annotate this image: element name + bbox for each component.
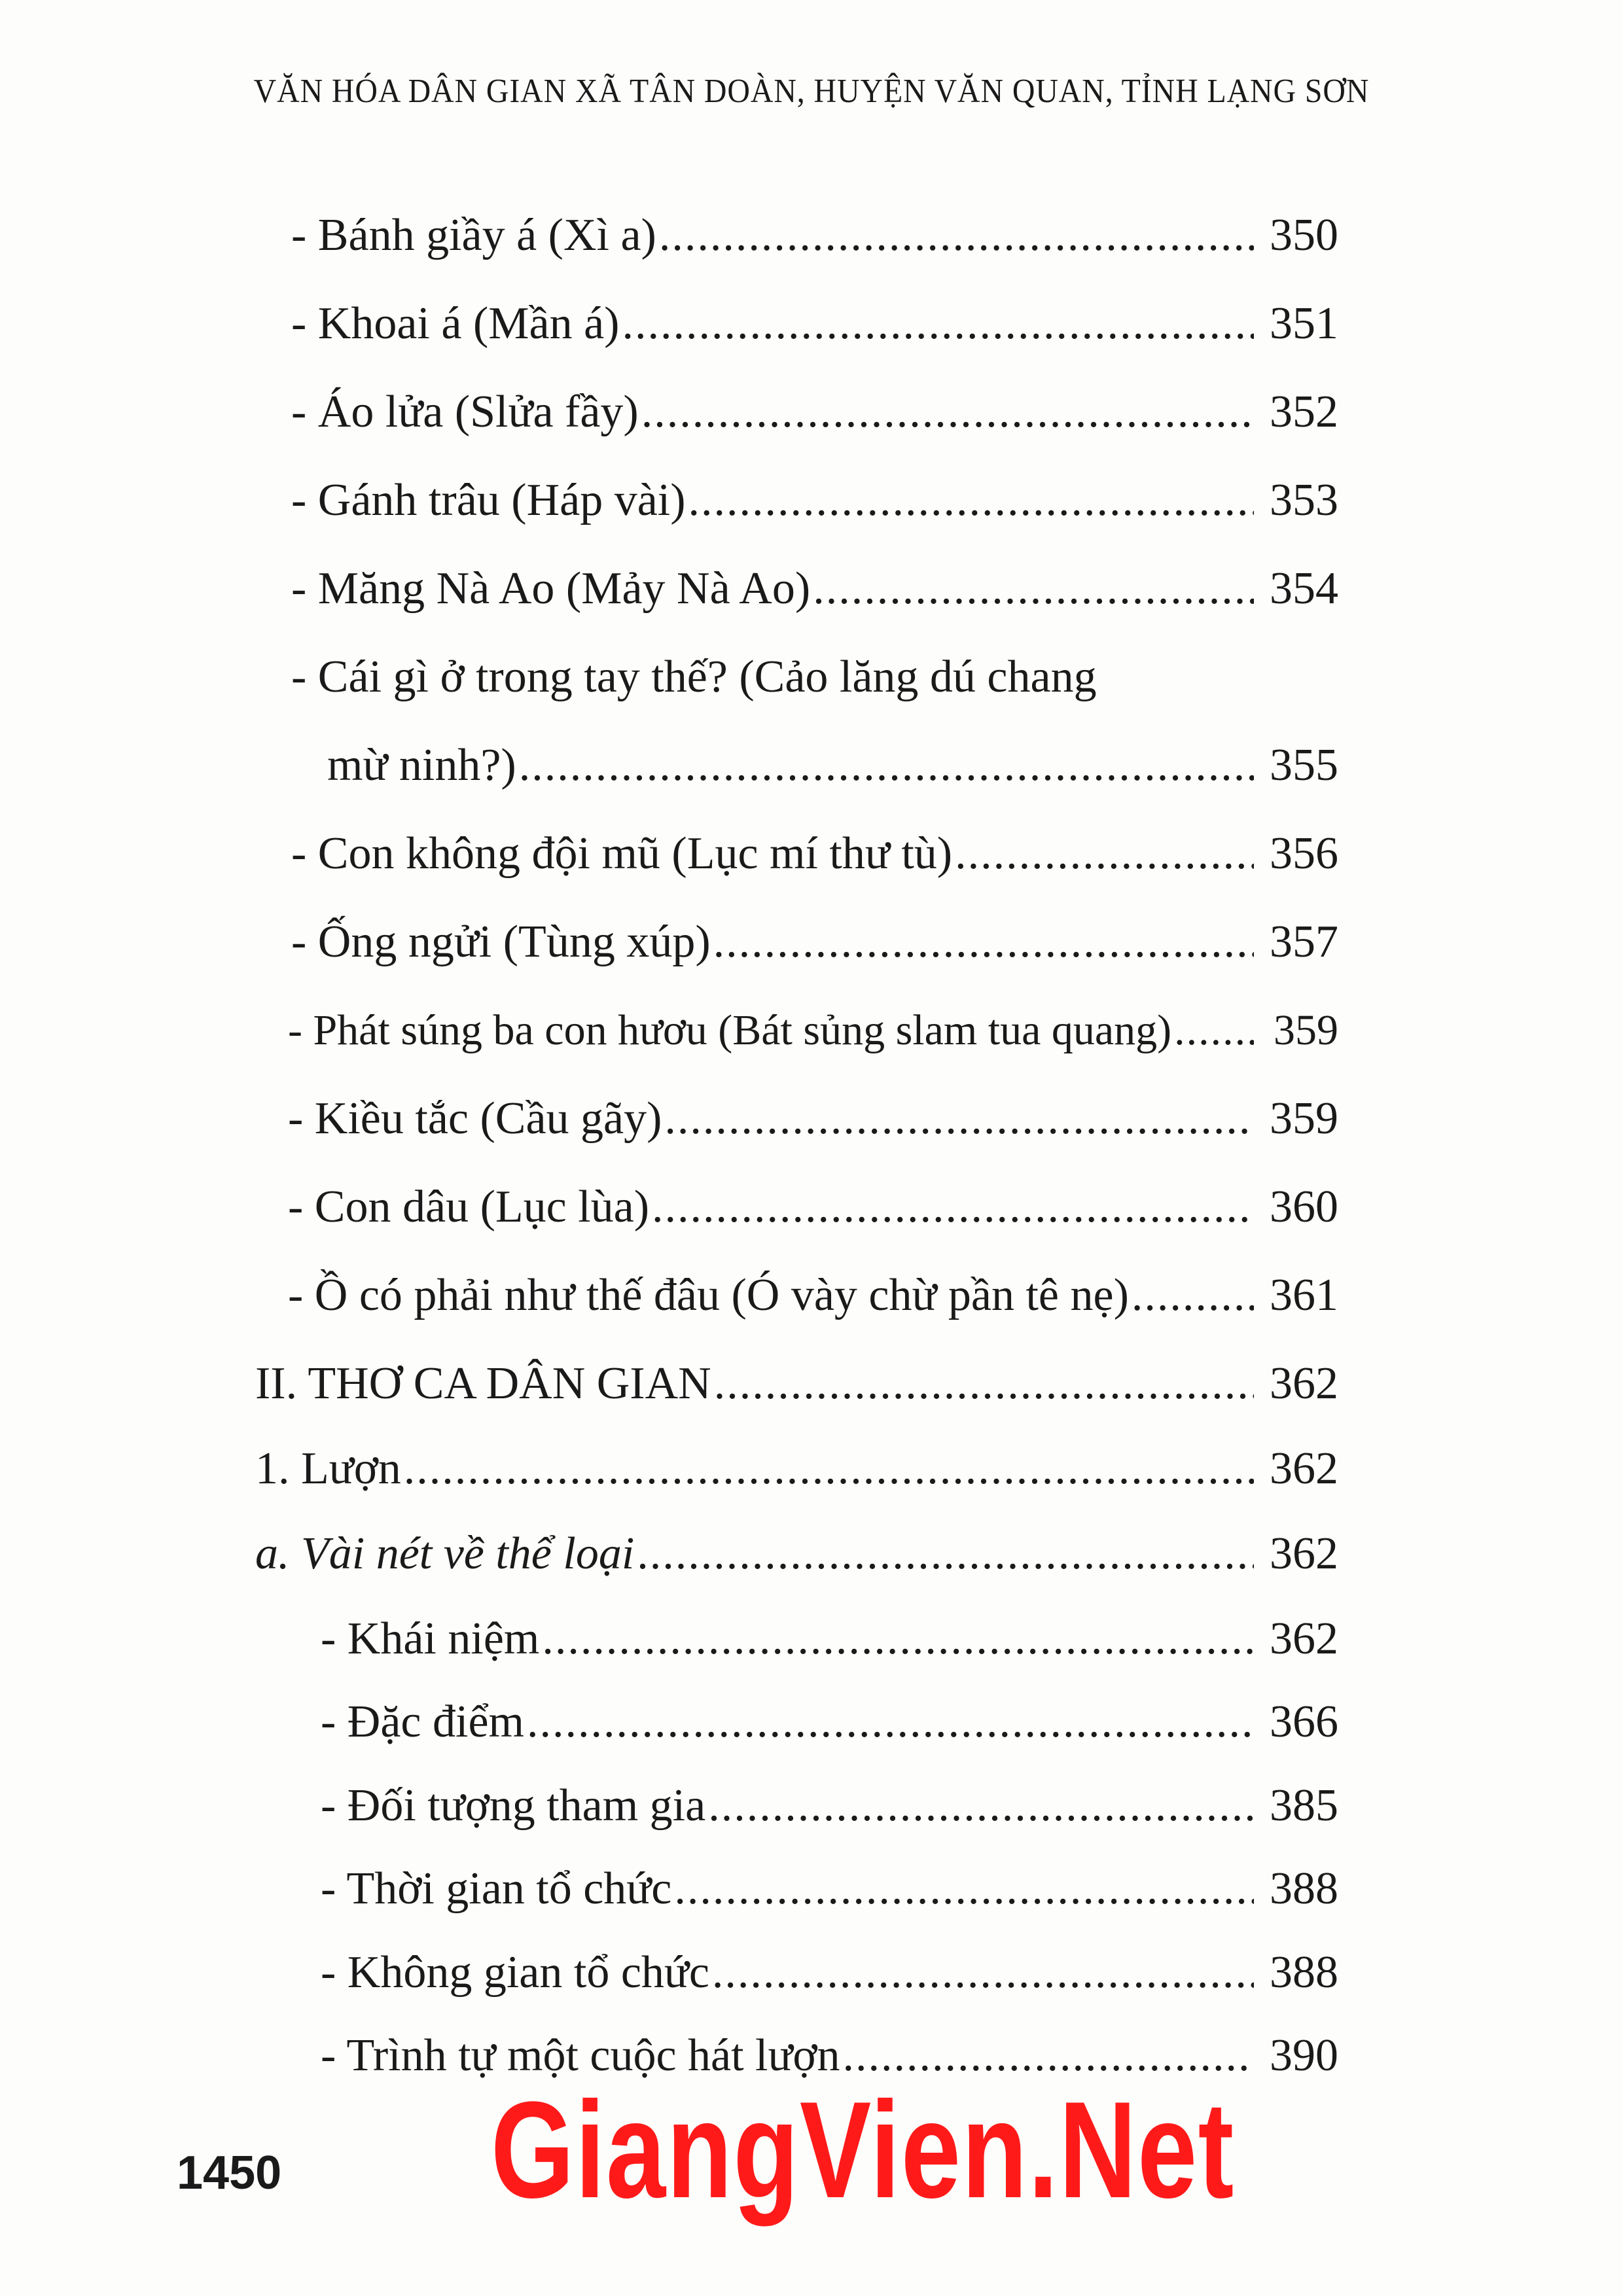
dot-leader [519, 739, 1254, 792]
toc-entry [321, 1696, 1338, 1748]
toc-entry-label: - Phát súng ba con hươu (Bát sủng slam tua quang) [288, 1006, 1172, 1054]
toc-entry-page: 388 [1270, 1863, 1338, 1914]
dot-leader [708, 1780, 1254, 1832]
toc-entry [291, 474, 1338, 527]
dot-leader [713, 916, 1254, 968]
toc-entry [327, 739, 1338, 792]
dot-leader [674, 1863, 1254, 1915]
watermark-logo: GiangVien.Net [491, 2073, 1235, 2227]
toc-entry [291, 916, 1338, 968]
toc-entry-page: 355 [1270, 740, 1338, 790]
dot-leader [404, 1443, 1254, 1495]
page-number: 1450 [177, 2147, 282, 2199]
toc-entry-label: - Kiều tắc (Cầu gãy) [288, 1093, 662, 1144]
toc-entry-label: - Con dâu (Lục lùa) [288, 1182, 650, 1232]
toc-entry-label: - Không gian tổ chức [321, 1947, 709, 1998]
toc-entry-label: - Áo lửa (Slửa fầy) [291, 387, 639, 437]
dot-leader [955, 828, 1254, 880]
dot-leader [652, 1181, 1254, 1233]
toc-entry [288, 1269, 1338, 1322]
toc-entry-label: - Măng Nà Ao (Mảy Nà Ao) [291, 563, 811, 614]
dot-leader [1174, 1004, 1254, 1057]
dot-leader [527, 1696, 1254, 1748]
running-header: VĂN HÓA DÂN GIAN XÃ TÂN DOÀN, HUYỆN VĂN QUAN, TỈNH LẠNG SƠN [253, 73, 1370, 110]
toc-entry [291, 651, 1338, 703]
toc-entry [288, 1181, 1338, 1233]
dot-leader [659, 209, 1254, 262]
toc-entry-page: 351 [1270, 298, 1338, 349]
dot-leader [641, 386, 1254, 438]
toc-entry-label: - Đặc điểm [321, 1697, 524, 1747]
toc-entry-label: - Con không đội mũ (Lục mí thư tù) [291, 828, 953, 879]
toc-entry [291, 209, 1338, 262]
toc-entry-label: - Đối tượng tham gia [321, 1780, 706, 1831]
toc-entry-label: - Thời gian tổ chức [321, 1863, 672, 1914]
toc-entry [255, 1443, 1338, 1495]
toc-entry-label: - Ồ có phải như thế đâu (Ó vày chừ pần tê nẹ) [288, 1270, 1129, 1320]
toc-entry-label: - Khái niệm [321, 1614, 540, 1664]
toc-subsection [255, 1528, 1338, 1580]
toc-entry [291, 386, 1338, 438]
toc-entry [321, 1780, 1338, 1832]
toc-entry-page: 357 [1270, 917, 1338, 967]
toc-entry-page: 353 [1270, 475, 1338, 525]
toc-entry-label: 1. Lượn [255, 1443, 401, 1494]
toc-entry [291, 828, 1338, 880]
toc-entry-label: II. THƠ CA DÂN GIAN [255, 1358, 711, 1409]
toc-entry-label: mừ ninh?) [327, 740, 516, 790]
toc-section-heading [255, 1358, 1338, 1410]
toc-entry [321, 1947, 1338, 1999]
toc-entry-page: 350 [1270, 210, 1338, 260]
toc-entry [291, 563, 1338, 615]
toc-entry-page: 360 [1270, 1182, 1338, 1232]
toc-entry-page: 361 [1270, 1270, 1338, 1320]
dot-leader [637, 1528, 1254, 1580]
dot-leader [813, 563, 1254, 615]
toc-entry-page: 362 [1270, 1358, 1338, 1409]
toc-entry-page: 385 [1270, 1780, 1338, 1831]
toc-entry-page: 359 [1270, 1093, 1338, 1144]
toc-entry-page: 362 [1270, 1443, 1338, 1494]
toc-entry-page: 390 [1270, 2030, 1338, 2081]
dot-leader [714, 1358, 1254, 1410]
toc-entry [288, 1093, 1338, 1145]
toc-entry-label: - Cái gì ở trong tay thế? (Cảo lăng dú chang [291, 652, 1097, 702]
toc-entry-label: - Trình tự một cuộc hát lượn [321, 2030, 840, 2081]
toc-entry-label: - Gánh trâu (Háp vài) [291, 475, 686, 525]
dot-leader [622, 298, 1254, 350]
toc-entry-label: - Khoai á (Mần á) [291, 298, 620, 349]
dot-leader [1132, 1269, 1254, 1322]
toc-entry-page: 362 [1270, 1528, 1338, 1579]
dot-leader [542, 1613, 1254, 1665]
toc-entry-label: - Ống ngửi (Tùng xúp) [291, 917, 711, 967]
dot-leader [664, 1093, 1254, 1145]
toc-entry-label: - Bánh giầy á (Xì a) [291, 210, 656, 260]
toc-entry-page: 352 [1270, 387, 1338, 437]
toc-entry [288, 1004, 1338, 1057]
toc-entry-label: a. Vài nét về thể loại [255, 1528, 635, 1579]
toc-entry-page: 359 [1274, 1006, 1338, 1054]
toc-entry [291, 298, 1338, 350]
toc-entry [321, 1863, 1338, 1915]
toc-entry-page: 388 [1270, 1947, 1338, 1998]
toc-entry-page: 354 [1270, 563, 1338, 614]
toc-entry [321, 1613, 1338, 1665]
toc-entry-page: 362 [1270, 1614, 1338, 1664]
dot-leader [712, 1947, 1254, 1999]
toc-entry-page: 356 [1270, 828, 1338, 879]
toc-entry-page: 366 [1270, 1697, 1338, 1747]
dot-leader [688, 474, 1254, 527]
